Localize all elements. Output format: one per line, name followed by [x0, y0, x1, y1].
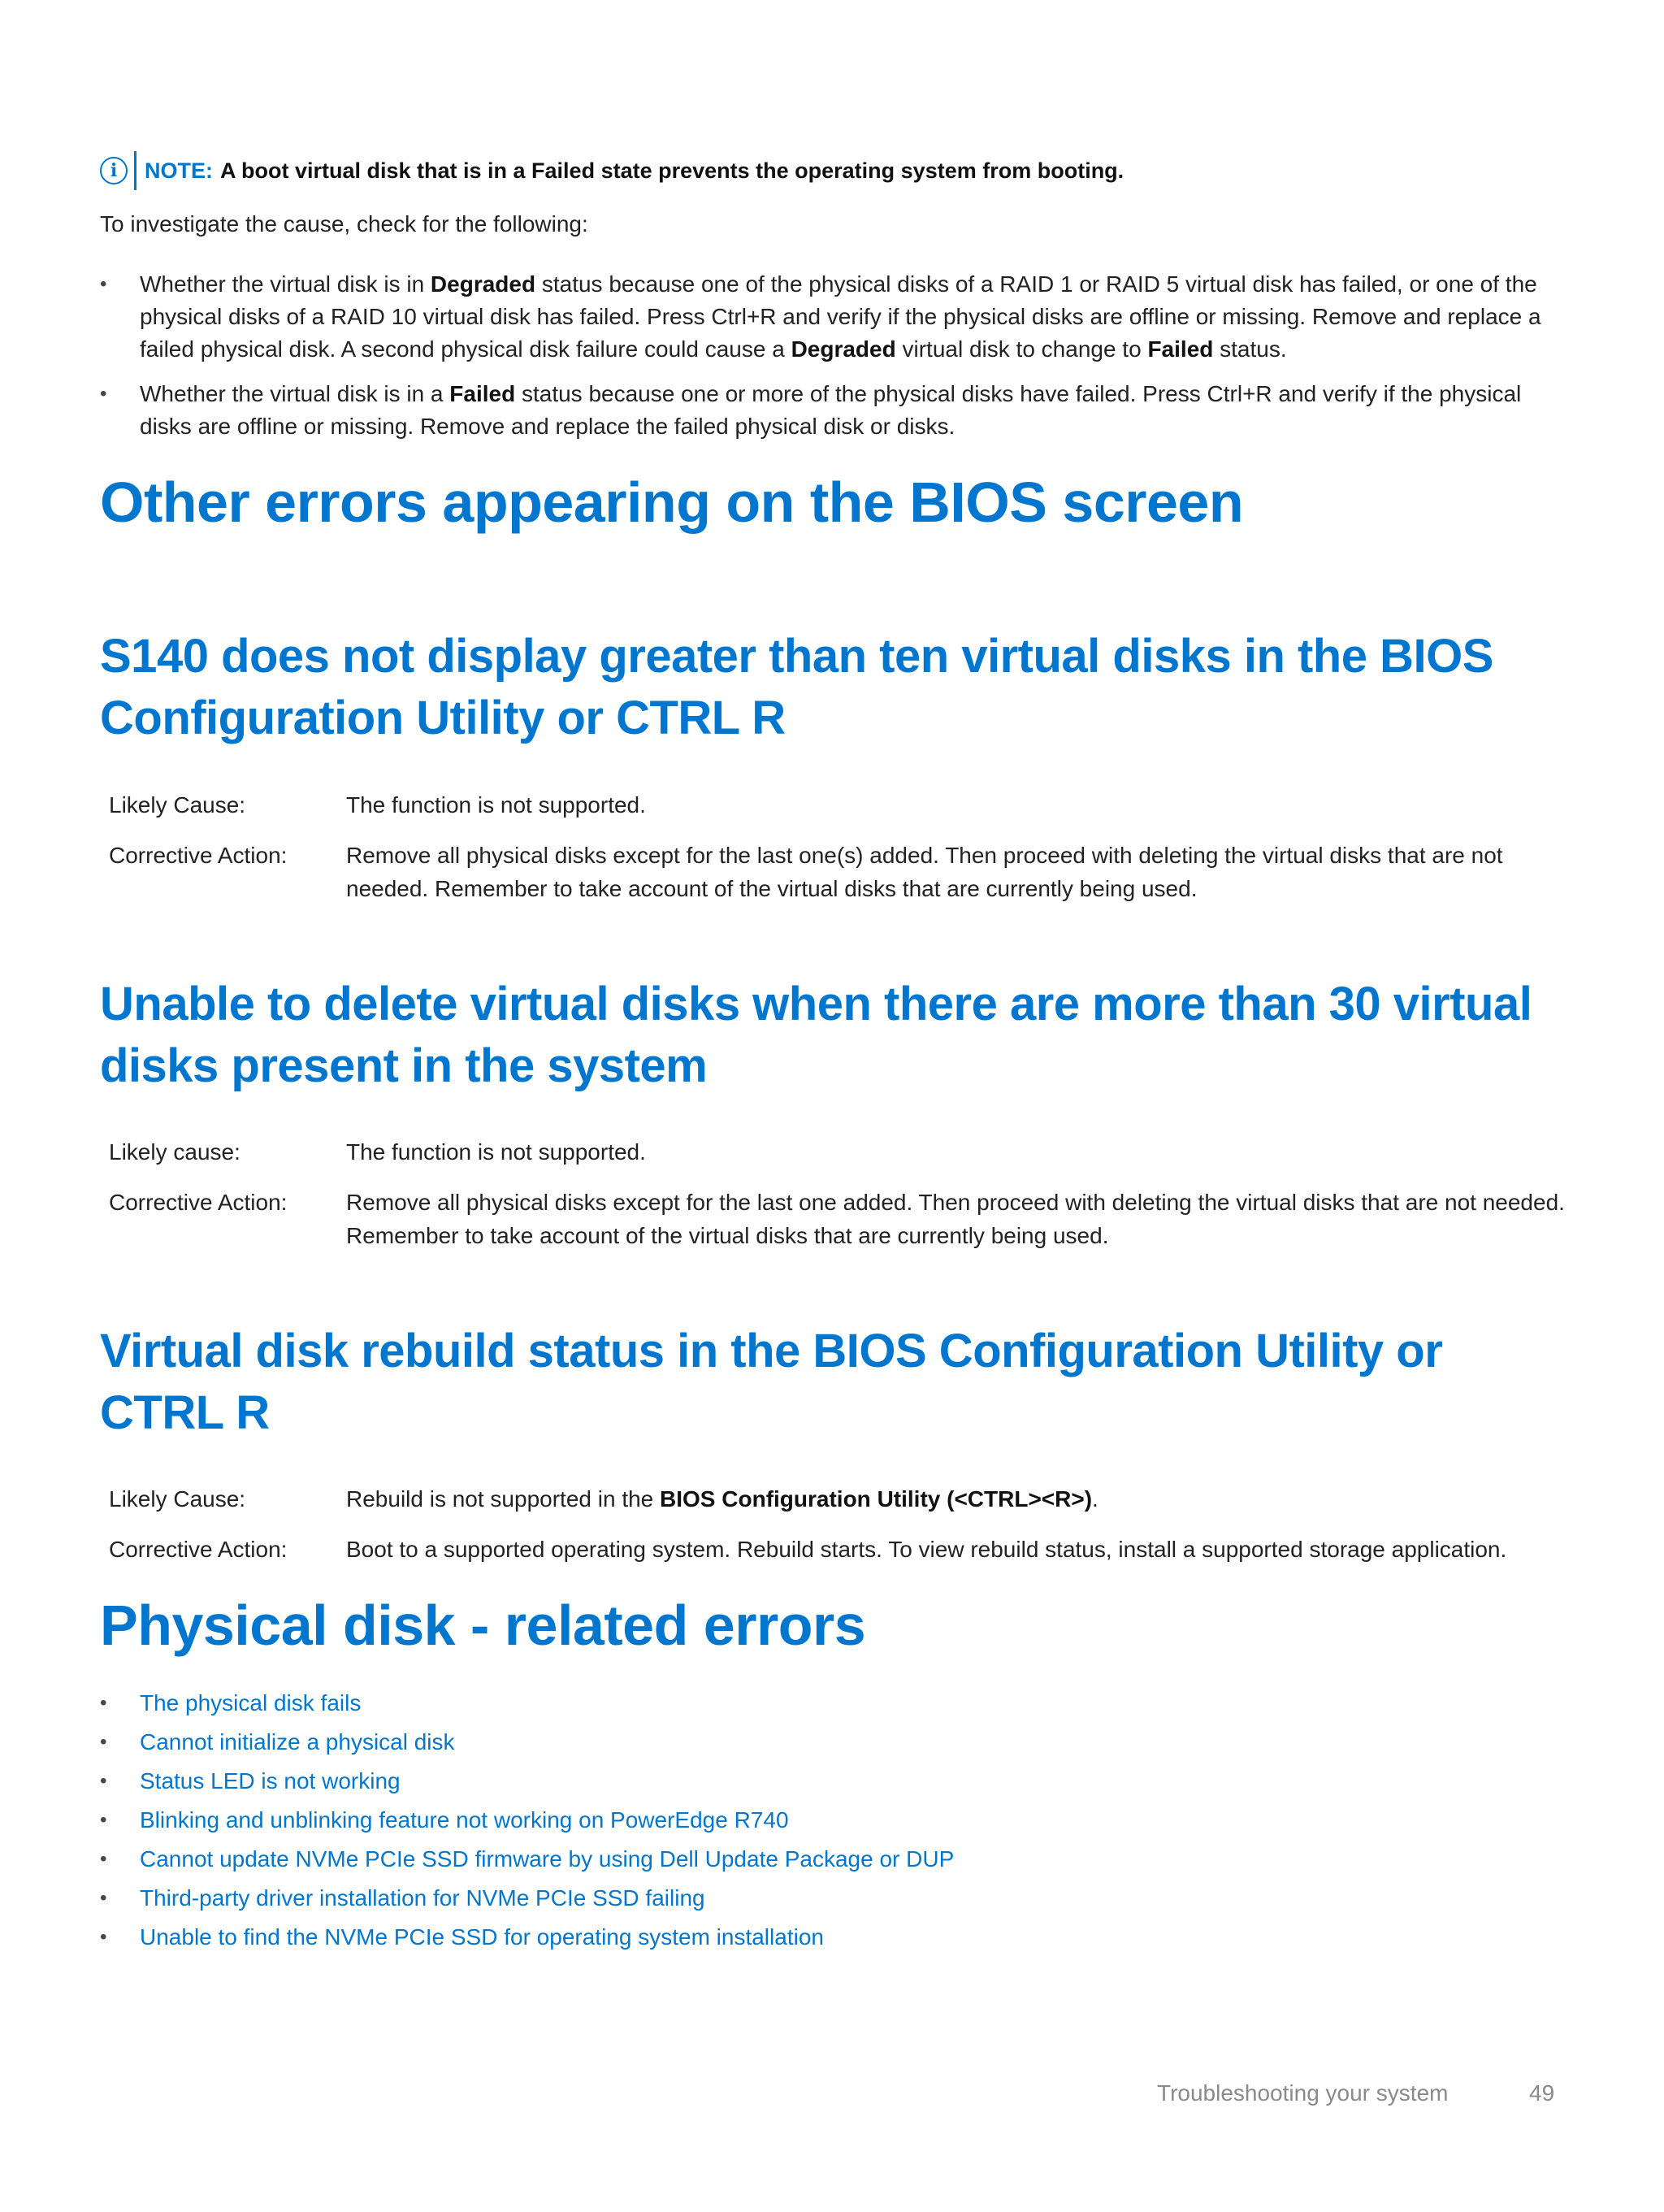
action-value: Remove all physical disks except for the last one(s) added. Then proceed with deleting the virtual disks that are not needed. Remember to take account of the virtual disks that are currently being used.: [346, 843, 1503, 901]
list-item: [100, 1840, 954, 1879]
likely-cause-row: [109, 1482, 1571, 1516]
bullet-icon: •: [100, 1731, 107, 1753]
cause-value: Rebuild is not supported in the BIOS Configuration Utility (<CTRL><R>).: [346, 1486, 1098, 1512]
heading-rebuild-status: Virtual disk rebuild status in the BIOS Configuration Utility or CTRL R: [100, 1325, 1443, 1439]
list-item: • Whether the virtual disk is in Degraded status because one of the physical disks of a RAID 1 or RAID 5 virtual disk has failed, or one of the physical disks of a RAID 10 virtual disk has failed. Press Ctrl+R and verify if the physical disks are offline or missing. Remove and replace a failed physical disk. A second physical disk failure could cause a Degraded virtual disk to change to Failed status.: [100, 268, 1562, 366]
action-value: Remove all physical disks except for the last one added. Then proceed with deleting the virtual disks that are not needed. Remember to take account of the virtual disks that are currently being used.: [346, 1190, 1565, 1248]
cause-bullet-list: [100, 268, 1562, 443]
likely-cause-row: [109, 788, 1571, 822]
link-third-party-driver[interactable]: Third-party driver installation for NVMe PCIe SSD failing: [140, 1885, 705, 1911]
link-nvme-os-install[interactable]: Unable to find the NVMe PCIe SSD for operating system installation: [140, 1924, 824, 1950]
bullet-icon: •: [100, 1809, 107, 1831]
likely-cause-row: [109, 1135, 1571, 1169]
info-icon: i: [100, 157, 128, 184]
bullet-icon: •: [100, 1848, 107, 1870]
intro-paragraph: To investigate the cause, check for the following:: [100, 211, 588, 236]
link-blinking-r740[interactable]: Blinking and unblinking feature not working on PowerEdge R740: [140, 1807, 789, 1832]
corrective-action-row: [109, 839, 1571, 905]
action-label: Corrective Action:: [109, 1537, 288, 1562]
footer-section-title: Troubleshooting your system: [1157, 2080, 1449, 2106]
cause-label: Likely Cause:: [109, 1486, 246, 1512]
bullet-icon: •: [100, 273, 107, 295]
note-text: A boot virtual disk that is in a Failed state prevents the operating system from booting.: [220, 158, 1124, 183]
link-nvme-firmware[interactable]: Cannot update NVMe PCIe SSD firmware by using Dell Update Package or DUP: [140, 1846, 955, 1872]
cause-value: The function is not supported.: [346, 1139, 646, 1165]
corrective-action-row: [109, 1533, 1571, 1566]
cause-label: Likely Cause:: [109, 792, 246, 818]
cause-label: Likely cause:: [109, 1139, 240, 1165]
action-label: Corrective Action:: [109, 1190, 288, 1215]
physical-disk-links-list: [100, 1684, 954, 1957]
heading-s140-ten-disks: S140 does not display greater than ten virtual disks in the BIOS Configuration Utility or CTRL R: [100, 630, 1493, 744]
note-divider: [134, 151, 136, 190]
bullet-icon: •: [100, 1692, 107, 1714]
bullet-icon: •: [100, 383, 107, 405]
note-callout: [100, 151, 1124, 190]
bullet-icon: •: [100, 1770, 107, 1792]
heading-unable-delete: Unable to delete virtual disks when there are more than 30 virtual disks present in the system: [100, 978, 1532, 1092]
bullet-icon: •: [100, 1926, 107, 1948]
list-item: [100, 1801, 954, 1840]
list-item: [100, 1918, 954, 1957]
list-item: [100, 1723, 954, 1762]
corrective-action-row: [109, 1186, 1571, 1252]
cause-value: The function is not supported.: [346, 792, 646, 818]
page-number: 49: [1529, 2080, 1555, 2106]
list-item: • Whether the virtual disk is in a Failed status because one or more of the physical disks have failed. Press Ctrl+R and verify if the physical disks are offline or missing. Remove and replace the failed physical disk or disks.: [100, 378, 1562, 443]
heading-other-errors: Other errors appearing on the BIOS screen: [100, 471, 1244, 534]
link-physical-disk-fails[interactable]: The physical disk fails: [140, 1690, 362, 1715]
link-status-led[interactable]: Status LED is not working: [140, 1768, 401, 1793]
link-cannot-initialize[interactable]: Cannot initialize a physical disk: [140, 1729, 455, 1754]
list-item: [100, 1762, 954, 1801]
bullet-icon: •: [100, 1887, 107, 1909]
action-value: Boot to a supported operating system. Rebuild starts. To view rebuild status, install a supported storage application.: [346, 1537, 1507, 1562]
heading-physical-disk-errors: Physical disk - related errors: [100, 1594, 866, 1657]
note-label: NOTE:: [145, 158, 213, 183]
list-item: [100, 1684, 954, 1723]
action-label: Corrective Action:: [109, 843, 288, 868]
list-item: [100, 1879, 954, 1918]
